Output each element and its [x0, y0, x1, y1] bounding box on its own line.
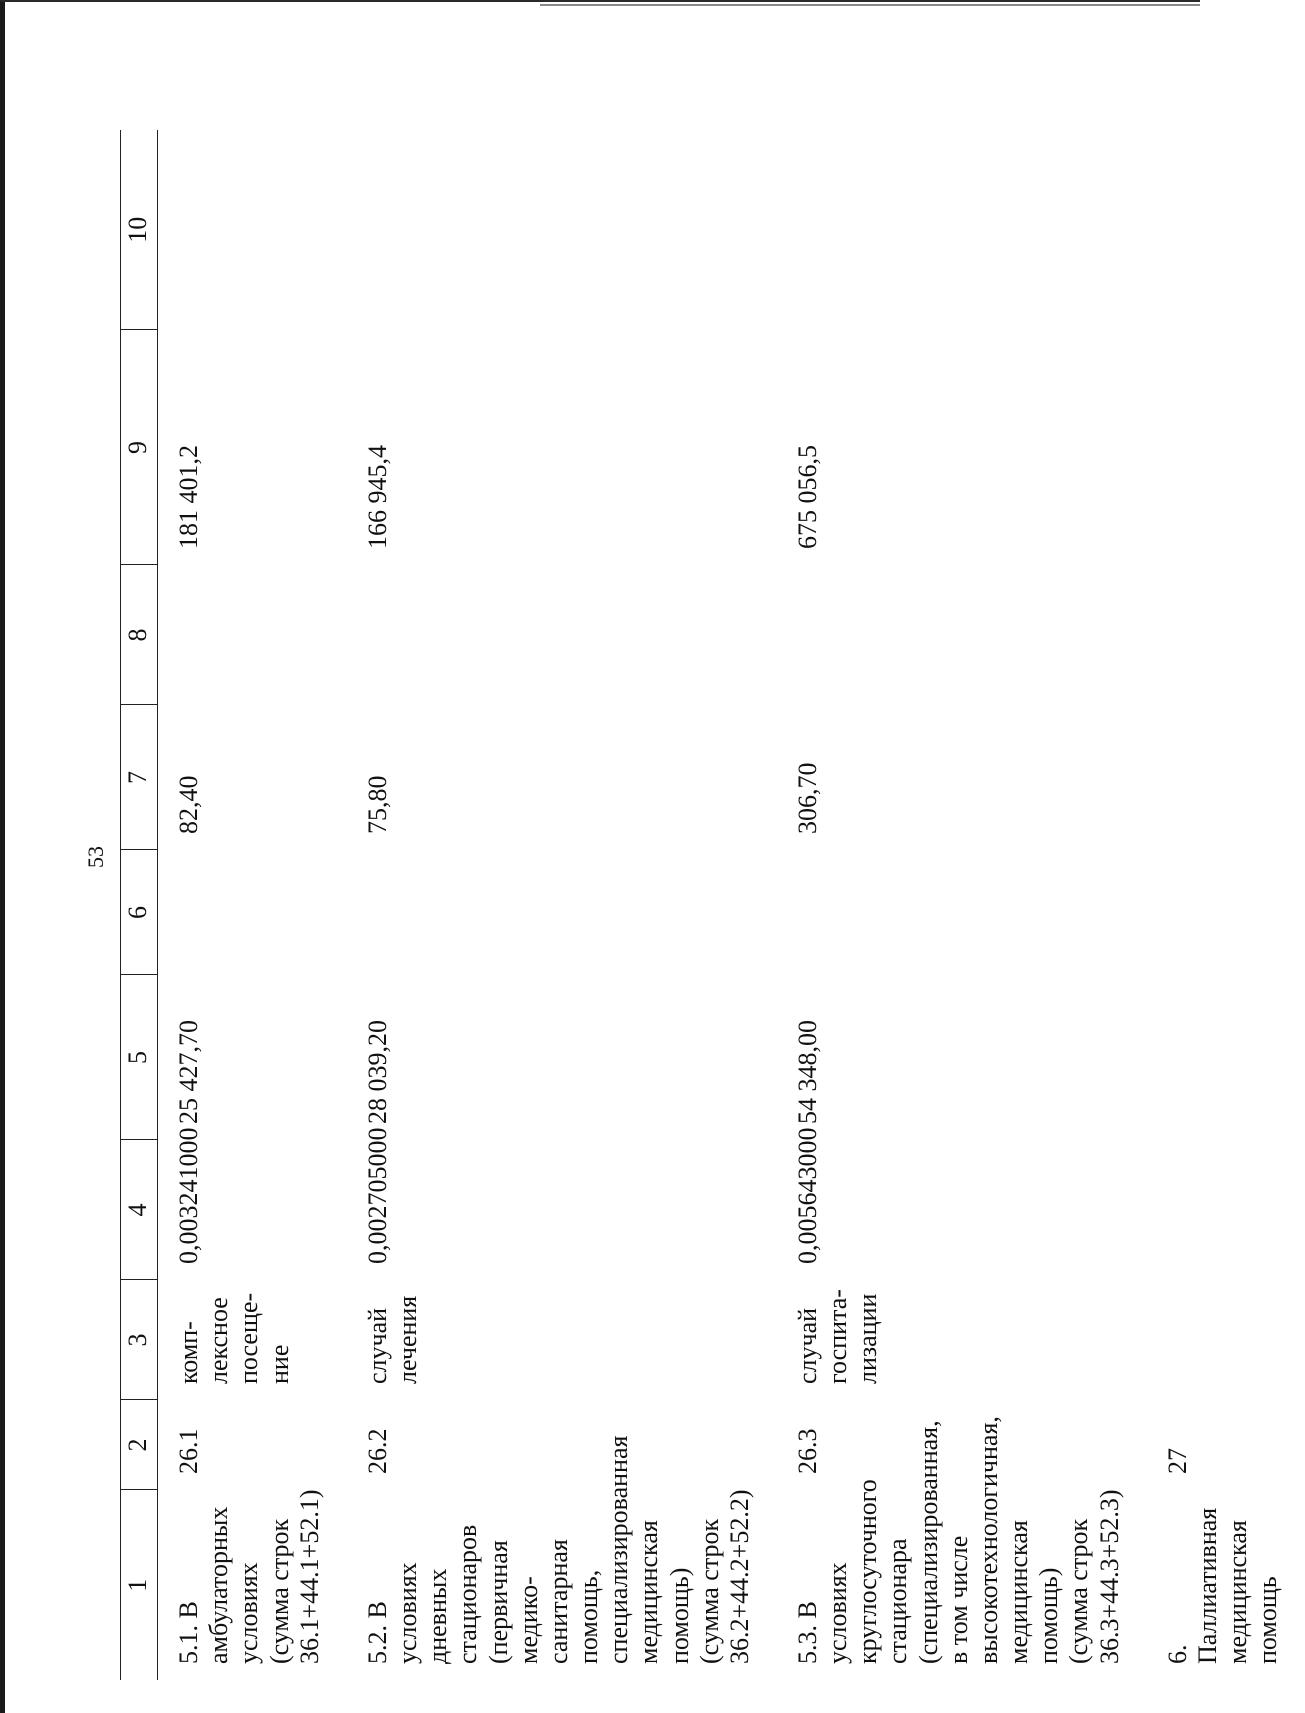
row-name-line: стационаров (первичная [453, 1524, 513, 1664]
row-name-line: условиях (сумма строк [234, 1518, 294, 1664]
column-header: 2 [121, 1400, 158, 1490]
row-name-line: помощь, [574, 1569, 604, 1664]
unit-line: случай [362, 1307, 392, 1384]
row-name-cell [158, 1490, 347, 1680]
value-cell: 0,003241000 [174, 1127, 204, 1264]
row-name-line: медицинская помощь) [634, 1520, 694, 1664]
unit-cell [347, 1280, 777, 1400]
row-name-line: 36.2+44.2+52.2) [724, 1489, 754, 1664]
row-name-line: круглосуточного [853, 1479, 883, 1664]
unit-cell [158, 1280, 347, 1400]
value-cell [1147, 565, 1305, 705]
value-cell [158, 130, 347, 330]
value-cell [158, 565, 347, 705]
line-number-cell: 27 [1162, 1448, 1192, 1474]
column-header: 4 [121, 1140, 158, 1280]
value-cell: 54 348,00 [792, 1020, 822, 1124]
column-header: 1 [121, 1490, 158, 1680]
line-number-cell: 26.2 [362, 1428, 392, 1474]
column-header: 9 [121, 330, 158, 565]
row-name-line: 36.3+44.3+52.3) [1094, 1489, 1124, 1664]
unit-line: комп- [174, 1321, 204, 1384]
row-name-line: (сумма строк [1064, 1518, 1094, 1664]
table-row [158, 130, 347, 1680]
row-name-line: медико-санитарная [513, 1539, 573, 1664]
value-cell: 75,80 [362, 775, 392, 834]
row-name-line: 5.3. В условиях [792, 1562, 853, 1664]
value-cell [158, 850, 347, 975]
row-name-line: стационара [883, 1538, 913, 1664]
value-cell [1147, 975, 1305, 1140]
unit-line: случай [792, 1307, 822, 1384]
unit-cell [1147, 1280, 1305, 1400]
value-cell: 25 427,70 [174, 1020, 204, 1124]
row-name-line: высокотехнологичная, [973, 1416, 1003, 1664]
value-cell: 0,002705000 [362, 1127, 392, 1264]
line-number-cell: 26.1 [174, 1428, 204, 1474]
row-name-line: (сумма строк [694, 1518, 724, 1664]
unit-line: ние [264, 1344, 294, 1384]
page-number: 53 [83, 846, 108, 868]
line-number-cell: 26.3 [792, 1428, 822, 1474]
column-header: 5 [121, 975, 158, 1140]
value-cell [1147, 705, 1305, 850]
value-cell [1147, 1140, 1305, 1280]
unit-line: лизации [853, 1293, 883, 1384]
column-header: 8 [121, 565, 158, 705]
column-header: 7 [121, 705, 158, 850]
row-name-line: медицинская помощь) [1004, 1520, 1064, 1664]
unit-cell [777, 1280, 1147, 1400]
value-cell [347, 565, 777, 705]
row-name-line: медицинская помощь [1223, 1520, 1283, 1664]
value-cell [777, 565, 1147, 705]
value-cell [347, 850, 777, 975]
unit-line: лечения [393, 1295, 423, 1384]
row-name-line: специализированная [604, 1435, 634, 1664]
value-cell [347, 130, 777, 330]
value-cell: 82,40 [174, 775, 204, 834]
unit-line: посеще- [234, 1292, 264, 1384]
data-table [120, 130, 1305, 1680]
value-cell: 28 039,20 [362, 1020, 392, 1124]
value-cell [777, 850, 1147, 975]
value-cell: 166 945,4 [362, 445, 392, 549]
table-row [777, 130, 1147, 1680]
value-cell [1147, 850, 1305, 975]
row-name-line: 6. Паллиативная [1162, 1507, 1222, 1664]
table-row [1147, 130, 1305, 1680]
value-cell [777, 130, 1147, 330]
value-cell [1147, 130, 1305, 330]
row-name-line: 5.1. В амбулаторных [174, 1506, 234, 1664]
value-cell: 0,005643000 [792, 1127, 822, 1264]
unit-line: лексное [204, 1297, 234, 1384]
row-name-cell [1147, 1490, 1305, 1680]
value-cell: 675 056,5 [792, 445, 822, 549]
row-name-line: 5.2. В условиях дневных [362, 1562, 453, 1664]
header-row [121, 130, 158, 1680]
column-header: 6 [121, 850, 158, 975]
rotated-table-container [120, 120, 1283, 1680]
table-row [347, 130, 777, 1680]
row-name-line: (специализированная, [913, 1420, 943, 1664]
column-header: 10 [121, 130, 158, 330]
row-name-line: в том числе [943, 1535, 973, 1664]
value-cell: 306,70 [792, 762, 822, 834]
value-cell [1147, 330, 1305, 565]
value-cell: 181 401,2 [174, 445, 204, 549]
column-header: 3 [121, 1280, 158, 1400]
row-name-line: 36.1+44.1+52.1) [294, 1489, 324, 1664]
unit-line: госпита- [823, 1289, 853, 1384]
